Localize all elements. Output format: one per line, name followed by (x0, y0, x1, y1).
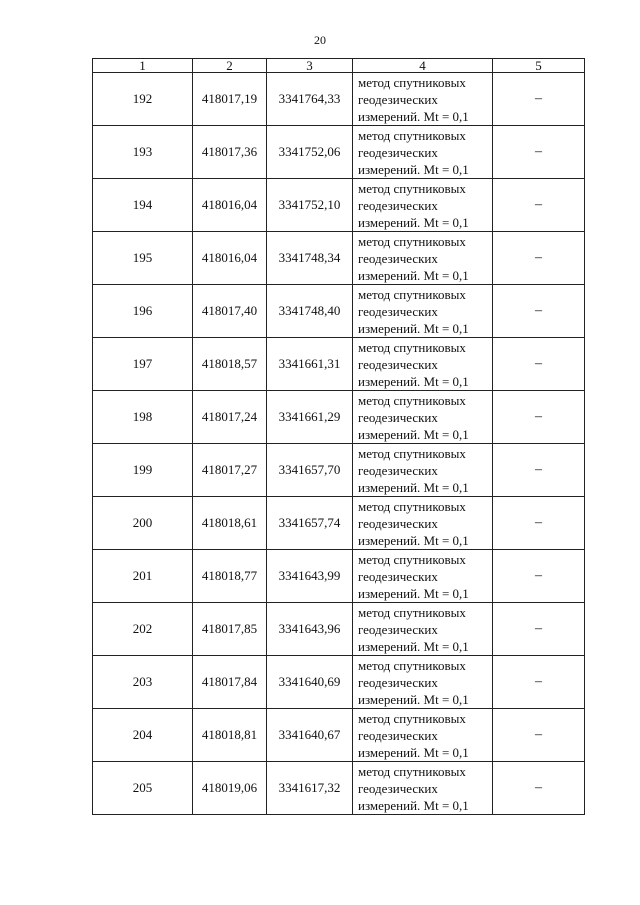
method-cell: метод спутниковых геодезических измерений. Mt = 0,1 (353, 656, 493, 709)
note-cell: – (493, 285, 585, 338)
table-row (93, 762, 585, 815)
x-coordinate-cell: 418016,04 (193, 232, 267, 285)
y-coordinate-cell: 3341661,31 (267, 338, 353, 391)
point-number-cell: 205 (93, 762, 193, 815)
y-coordinate-cell: 3341657,70 (267, 444, 353, 497)
method-cell: метод спутниковых геодезических измерений. Mt = 0,1 (353, 603, 493, 656)
y-coordinate-cell: 3341752,06 (267, 126, 353, 179)
method-cell: метод спутниковых геодезических измерений. Mt = 0,1 (353, 338, 493, 391)
y-coordinate-cell: 3341748,40 (267, 285, 353, 338)
point-number-cell: 197 (93, 338, 193, 391)
note-cell: – (493, 391, 585, 444)
note-cell: – (493, 709, 585, 762)
coordinates-table (92, 58, 585, 815)
point-number-cell: 198 (93, 391, 193, 444)
point-number-cell: 202 (93, 603, 193, 656)
x-coordinate-cell: 418017,24 (193, 391, 267, 444)
y-coordinate-cell: 3341764,33 (267, 73, 353, 126)
method-cell: метод спутниковых геодезических измерений. Mt = 0,1 (353, 550, 493, 603)
note-cell: – (493, 550, 585, 603)
table-row (93, 285, 585, 338)
x-coordinate-cell: 418017,27 (193, 444, 267, 497)
x-coordinate-cell: 418017,85 (193, 603, 267, 656)
x-coordinate-cell: 418017,84 (193, 656, 267, 709)
note-cell: – (493, 126, 585, 179)
y-coordinate-cell: 3341643,96 (267, 603, 353, 656)
point-number-cell: 192 (93, 73, 193, 126)
table-row (93, 179, 585, 232)
table-header (93, 59, 585, 73)
method-cell: метод спутниковых геодезических измерений. Mt = 0,1 (353, 497, 493, 550)
x-coordinate-cell: 418018,77 (193, 550, 267, 603)
table-row (93, 444, 585, 497)
page-number: 20 (314, 33, 326, 47)
header-col-5: 5 (493, 59, 585, 73)
y-coordinate-cell: 3341643,99 (267, 550, 353, 603)
note-cell: – (493, 232, 585, 285)
note-cell: – (493, 73, 585, 126)
x-coordinate-cell: 418019,06 (193, 762, 267, 815)
table-row (93, 391, 585, 444)
point-number-cell: 199 (93, 444, 193, 497)
header-col-4: 4 (353, 59, 493, 73)
note-cell: – (493, 762, 585, 815)
y-coordinate-cell: 3341661,29 (267, 391, 353, 444)
x-coordinate-cell: 418018,57 (193, 338, 267, 391)
header-col-2: 2 (193, 59, 267, 73)
method-cell: метод спутниковых геодезических измерений. Mt = 0,1 (353, 391, 493, 444)
header-row (93, 59, 585, 73)
x-coordinate-cell: 418017,19 (193, 73, 267, 126)
y-coordinate-cell: 3341748,34 (267, 232, 353, 285)
point-number-cell: 201 (93, 550, 193, 603)
table-row (93, 656, 585, 709)
point-number-cell: 196 (93, 285, 193, 338)
y-coordinate-cell: 3341752,10 (267, 179, 353, 232)
point-number-cell: 194 (93, 179, 193, 232)
y-coordinate-cell: 3341640,67 (267, 709, 353, 762)
table-body (93, 73, 585, 815)
method-cell: метод спутниковых геодезических измерений. Mt = 0,1 (353, 709, 493, 762)
table-row (93, 550, 585, 603)
note-cell: – (493, 179, 585, 232)
x-coordinate-cell: 418017,40 (193, 285, 267, 338)
table-row (93, 497, 585, 550)
method-cell: метод спутниковых геодезических измерений. Mt = 0,1 (353, 126, 493, 179)
table-row (93, 232, 585, 285)
note-cell: – (493, 338, 585, 391)
point-number-cell: 200 (93, 497, 193, 550)
y-coordinate-cell: 3341640,69 (267, 656, 353, 709)
y-coordinate-cell: 3341617,32 (267, 762, 353, 815)
table-row (93, 126, 585, 179)
method-cell: метод спутниковых геодезических измерений. Mt = 0,1 (353, 73, 493, 126)
point-number-cell: 204 (93, 709, 193, 762)
table-row (93, 709, 585, 762)
table-row (93, 73, 585, 126)
x-coordinate-cell: 418018,61 (193, 497, 267, 550)
header-col-3: 3 (267, 59, 353, 73)
method-cell: метод спутниковых геодезических измерений. Mt = 0,1 (353, 232, 493, 285)
note-cell: – (493, 603, 585, 656)
method-cell: метод спутниковых геодезических измерений. Mt = 0,1 (353, 179, 493, 232)
method-cell: метод спутниковых геодезических измерений. Mt = 0,1 (353, 285, 493, 338)
note-cell: – (493, 444, 585, 497)
table-row (93, 603, 585, 656)
note-cell: – (493, 497, 585, 550)
table-row (93, 338, 585, 391)
point-number-cell: 203 (93, 656, 193, 709)
y-coordinate-cell: 3341657,74 (267, 497, 353, 550)
x-coordinate-cell: 418018,81 (193, 709, 267, 762)
x-coordinate-cell: 418016,04 (193, 179, 267, 232)
method-cell: метод спутниковых геодезических измерений. Mt = 0,1 (353, 444, 493, 497)
method-cell: метод спутниковых геодезических измерений. Mt = 0,1 (353, 762, 493, 815)
point-number-cell: 193 (93, 126, 193, 179)
x-coordinate-cell: 418017,36 (193, 126, 267, 179)
note-cell: – (493, 656, 585, 709)
point-number-cell: 195 (93, 232, 193, 285)
header-col-1: 1 (93, 59, 193, 73)
